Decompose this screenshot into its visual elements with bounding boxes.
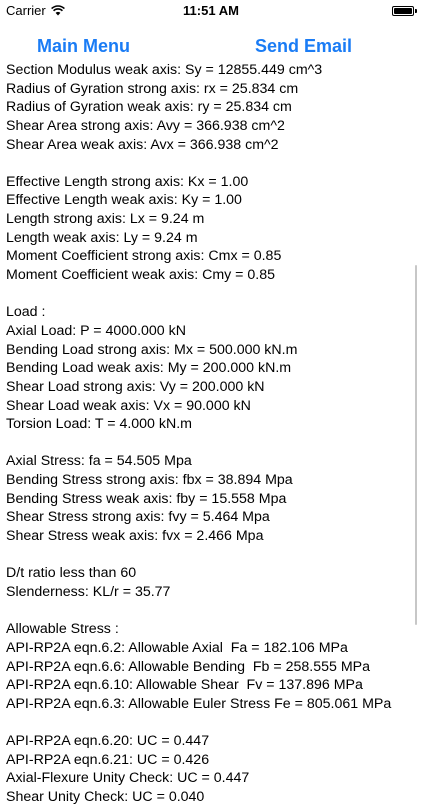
report-line: Section Modulus weak axis: Sy = 12855.449 cm^3 — [6, 62, 323, 78]
report-line: API-RP2A eqn.6.21: UC = 0.426 — [6, 751, 210, 768]
report-line: Length weak axis: Ly = 9.24 m — [6, 229, 198, 246]
report-line: API-RP2A eqn.6.6: Allowable Bending Fb = 258.555 MPa — [6, 658, 370, 675]
status-time: 11:51 AM — [183, 3, 239, 18]
report-line: Shear Load weak axis: Vx = 90.000 kN — [6, 397, 251, 414]
report-line: Radius of Gyration strong axis: rx = 25.834 cm — [6, 80, 299, 97]
battery-icon — [392, 6, 414, 16]
report-line — [6, 602, 416, 621]
report-line: Allowable Stress : — [6, 621, 119, 638]
report-line: Moment Coefficient strong axis: Cmx = 0.85 — [6, 248, 282, 265]
report-line: Bending Load weak axis: My = 200.000 kN.m — [6, 360, 292, 377]
scroll-indicator[interactable] — [415, 265, 418, 625]
report-line — [6, 713, 416, 732]
report-line — [6, 285, 416, 304]
battery-fill — [394, 8, 412, 14]
nav-bar — [0, 36, 422, 62]
report-line: Torsion Load: T = 4.000 kN.m — [6, 416, 192, 433]
report-line: Slenderness: KL/r = 35.77 — [6, 583, 171, 600]
report-line — [6, 154, 416, 173]
report-line: Radius of Gyration weak axis: ry = 25.834 cm — [6, 99, 292, 116]
report-line — [6, 546, 416, 565]
report-line: Axial Load: P = 4000.000 kN — [6, 322, 186, 339]
report-line: Bending Load strong axis: Mx = 500.000 kN.m — [6, 341, 298, 358]
report-line: Shear Area strong axis: Avy = 366.938 cm^2 — [6, 117, 285, 134]
report-line: Effective Length strong axis: Kx = 1.00 — [6, 173, 249, 190]
report-line: Shear Stress weak axis: fvx = 2.466 Mpa — [6, 528, 264, 545]
report-line: Shear Stress strong axis: fvy = 5.464 Mpa — [6, 509, 270, 526]
send-email-button[interactable]: Send Email — [255, 36, 353, 56]
report-line: API-RP2A eqn.6.2: Allowable Axial Fa = 182.106 MPa — [6, 639, 348, 656]
report-line: Shear Load strong axis: Vy = 200.000 kN — [6, 378, 265, 395]
status-bar — [0, 0, 422, 24]
report-line: Effective Length weak axis: Ky = 1.00 — [6, 192, 242, 209]
main-menu-button[interactable]: Main Menu — [37, 36, 130, 56]
report-line: Bending Stress weak axis: fby = 15.558 Mpa — [6, 490, 287, 507]
report-line: Length strong axis: Lx = 9.24 m — [6, 211, 205, 228]
report-line: Axial Stress: fa = 54.505 Mpa — [6, 453, 192, 470]
report-line: API-RP2A eqn.6.10: Allowable Shear Fv = 137.896 MPa — [6, 677, 363, 694]
report-line: API-RP2A eqn.6.3: Allowable Euler Stress Fe = 805.061 MPa — [6, 695, 392, 712]
report-line: Load : — [6, 304, 46, 321]
carrier-label: Carrier — [6, 3, 46, 18]
report-line: API-RP2A eqn.6.20: UC = 0.447 — [6, 733, 210, 750]
report-line: D/t ratio less than 60 — [6, 565, 137, 582]
report-line — [6, 434, 416, 453]
report-line: Axial-Flexure Unity Check: UC = 0.447 — [6, 770, 250, 787]
report-line: Moment Coefficient weak axis: Cmy = 0.85 — [6, 267, 276, 284]
battery-tip — [415, 9, 417, 13]
report-line: Bending Stress strong axis: fbx = 38.894 Mpa — [6, 472, 293, 489]
report-line: Shear Unity Check: UC = 0.040 — [6, 788, 205, 805]
report-text-view[interactable] — [6, 61, 416, 807]
report-line: Shear Area weak axis: Avx = 366.938 cm^2 — [6, 136, 279, 153]
